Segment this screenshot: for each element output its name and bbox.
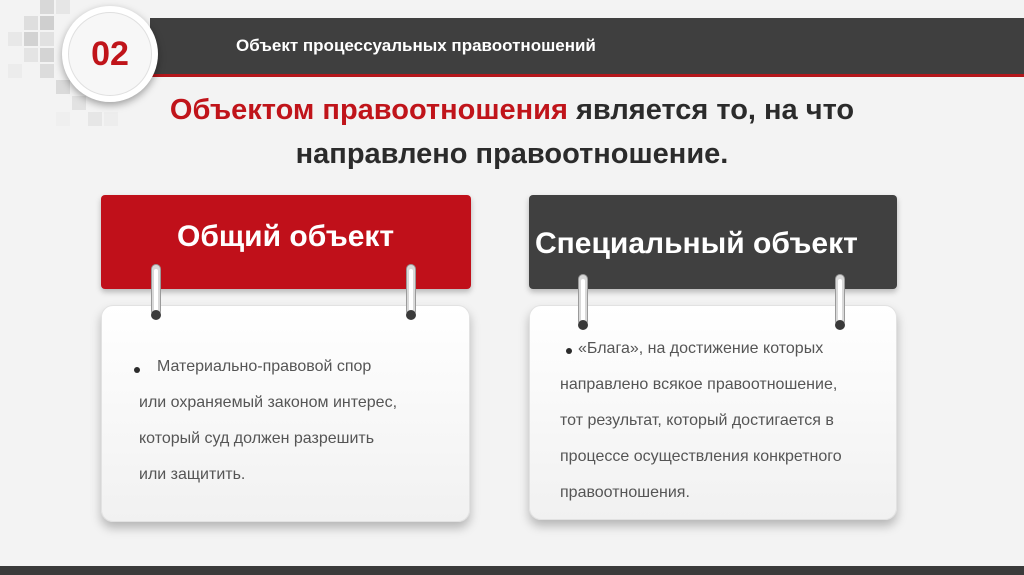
definition-line-2: направлено правоотношение. <box>295 138 729 170</box>
card-line: который суд должен разрешить <box>139 430 375 447</box>
slide-title: Объект процессуальных правоотношений <box>236 36 596 55</box>
definition-text <box>80 88 944 176</box>
card-line: направлено всякое правоотношение, <box>560 376 838 393</box>
definition-line-1 <box>80 88 944 132</box>
binder-ring-icon <box>832 274 848 332</box>
card-line: «Блага», на достижение которых <box>578 340 824 357</box>
general-object-text <box>139 349 439 493</box>
binder-ring-icon <box>403 264 419 322</box>
card-line: или защитить. <box>139 466 246 483</box>
card-line: тот результат, который достигается в <box>560 412 834 429</box>
card-line: процессе осуществления конкретного <box>560 448 842 465</box>
general-object-card <box>101 305 470 522</box>
footer-bar <box>0 566 1024 575</box>
special-object-card <box>529 305 897 520</box>
definition-rest: является то, на что <box>567 94 855 126</box>
binder-ring-icon <box>148 264 164 322</box>
section-number: 02 <box>68 12 152 96</box>
card-line: или охраняемый законом интерес, <box>139 394 398 411</box>
definition-highlight: Объектом правоотношения <box>169 94 568 126</box>
card-line: правоотношения. <box>560 484 690 501</box>
binder-ring-icon <box>575 274 591 332</box>
special-object-text <box>560 331 890 511</box>
card-line: Материально-правовой спор <box>157 358 372 375</box>
general-object-title: Общий объект <box>177 220 395 253</box>
special-object-title: Специальный объект <box>535 227 858 260</box>
